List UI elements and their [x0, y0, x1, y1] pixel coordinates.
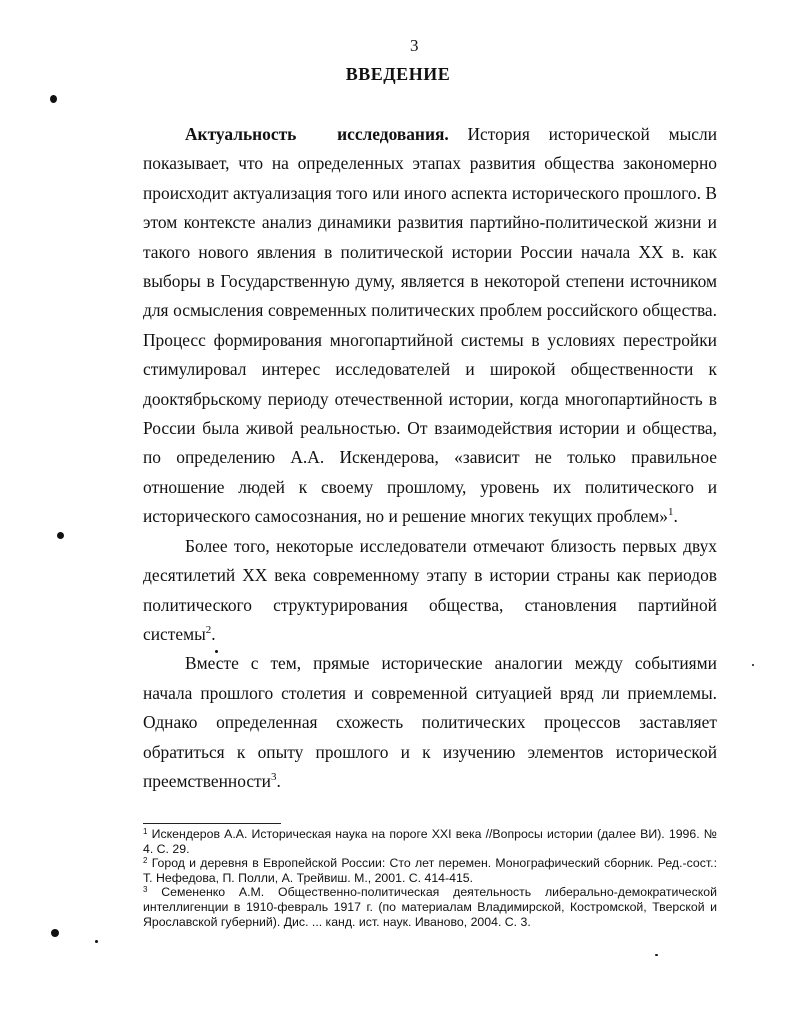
- body-text: [143, 120, 717, 796]
- paragraph-analogies: [143, 649, 717, 796]
- paragraph-end: .: [211, 623, 216, 644]
- footnote-ref-2: 2: [205, 623, 212, 636]
- paragraph-text: Вместе с тем, прямые исторические аналогии между событиями начала прошлого столетия и современной ситуацией вряд ли приемлемы. Однако определенная схожесть политических процессов заставляет обратиться к опыту прошлого и к изучению элементов исторической преемственности: [143, 653, 717, 791]
- scan-speck: [51, 929, 59, 937]
- scan-speck: [95, 940, 98, 943]
- paragraph-text: Более того, некоторые исследователи отмечают близость первых двух десятилетий XX века современному этапу в истории страны как периодов политического структурирования общества, становления партийной системы: [143, 535, 717, 644]
- paragraph-end: .: [276, 770, 281, 791]
- page-title: ВВЕДЕНИЕ: [345, 64, 451, 84]
- footnote-2: [143, 856, 717, 885]
- footnote-ref-1: 1: [667, 506, 674, 519]
- footnote-text: Город и деревня в Европейской России: Сто лет перемен. Монографический сборник. Ред.-сост.: Т. Нефедова, П. Полли, А. Трейвиш. М., 2001. С. 414-415.: [143, 856, 717, 885]
- footnote-3: [143, 885, 717, 929]
- paragraph-end: .: [673, 506, 678, 527]
- scan-speck: [655, 954, 658, 956]
- paragraph-similarity: [143, 532, 717, 650]
- footnote-text: Семененко А.М. Общественно-политическая деятельность либерально-демократической интеллигенции в 1910-февраль 1917 г. (по материалам Владимирской, Костромской, Тверской и Ярославской губерний). Дис. ... канд. ист. наук. Иваново, 2004. С. 3.: [143, 885, 717, 929]
- scan-speck: [752, 664, 754, 666]
- footnote-1: [143, 827, 717, 856]
- relevance-heading: Актуальность исследования.: [185, 124, 449, 144]
- scan-speck: [215, 650, 218, 653]
- page-number: 3: [410, 36, 419, 55]
- footnote-marker: 3: [143, 885, 148, 895]
- footnote-divider: [143, 823, 281, 824]
- paragraph-text: История исторической мысли показывает, что на определенных этапах развития общества закономерно происходит актуализация того или иного аспекта исторического прошлого. В этом контексте анализ динамики развития партийно-политической жизни и такого нового явления в политической истории России начала XX в. как выборы в Государственную думу, является в некоторой степени источником для осмысления современных политических проблем российского общества. Процесс формирования многопартийной системы в условиях перестройки стимулировал интерес исследователей и широкой общественности к дооктябрьскому периоду отечественной истории, когда многопартийность в России была живой реальностью. От взаимодействия истории и общества, по определению А.А. Искендерова, «зависит не только правильное отношение людей к своему прошлому, уровень их политического и исторического самосознания, но и решение многих текущих проблем»: [143, 124, 718, 527]
- footnote-marker: 1: [143, 827, 148, 836]
- footnote-text: Искендеров А.А. Историческая наука на пороге XXI века //Вопросы истории (далее ВИ). 1996. № 4. С. 29.: [143, 827, 717, 856]
- paragraph-relevance: [143, 120, 717, 532]
- footnote-ref-3: 3: [270, 770, 277, 783]
- footnote-marker: 2: [143, 856, 148, 866]
- scan-speck: [57, 532, 64, 539]
- scan-speck: [50, 95, 57, 103]
- footnotes: [143, 827, 717, 929]
